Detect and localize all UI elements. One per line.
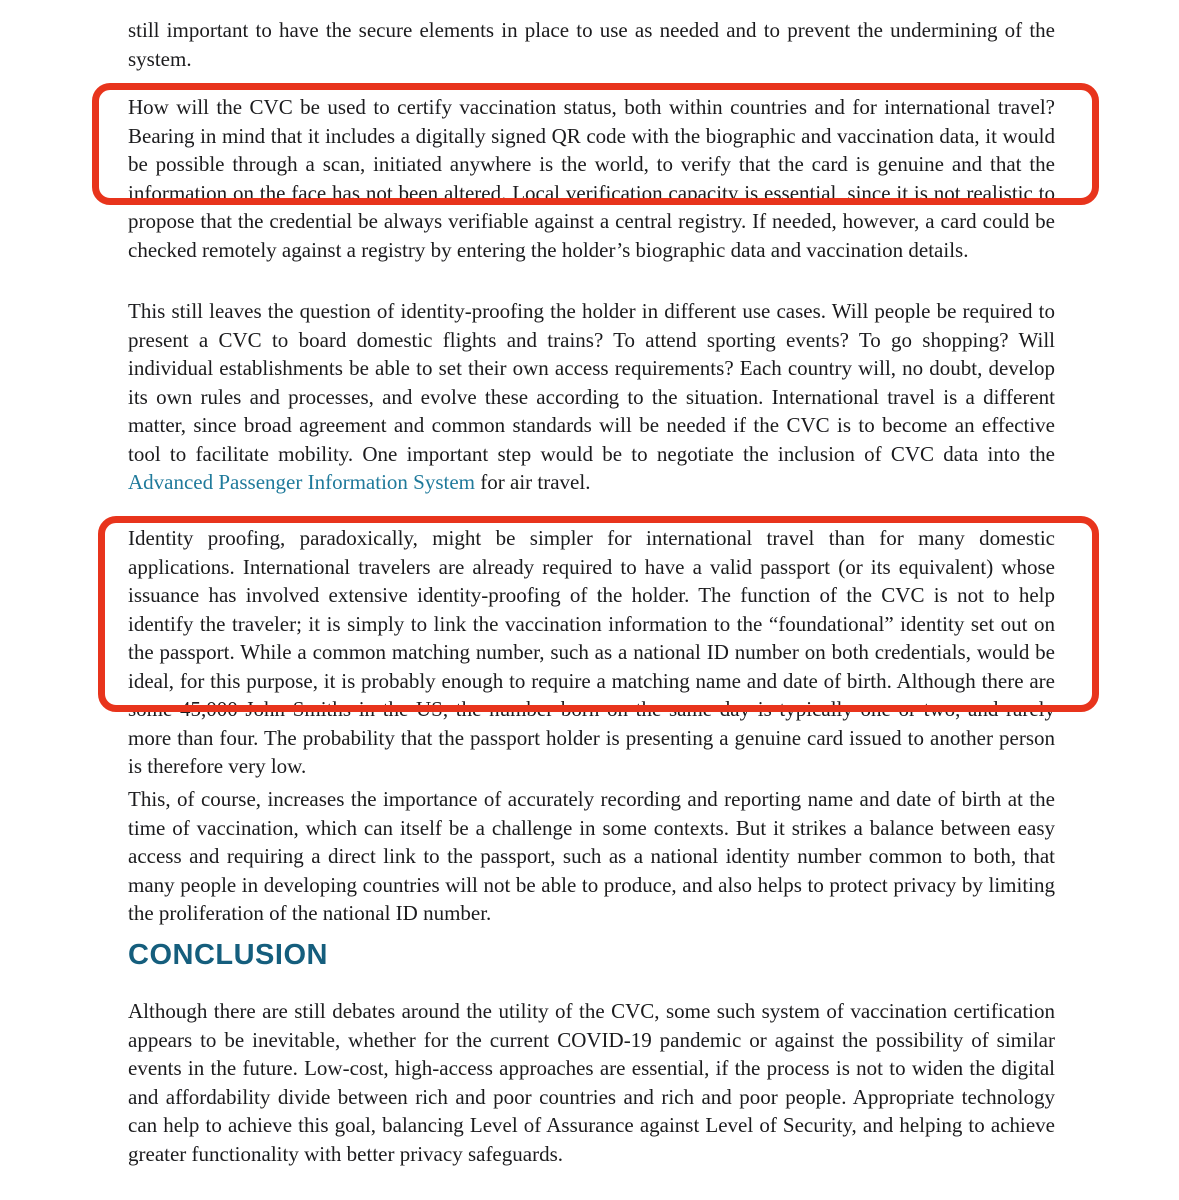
paragraph-text-after-link: for air travel. [475, 470, 591, 494]
paragraph-identity-proofing-question [128, 297, 1055, 497]
paragraph-cvc-certification: How will the CVC be used to certify vaccination status, both within countries and for international travel? Bearing in mind that it includes a digitally signed QR code with the biographic and vaccination data, it would be possible through a scan, initiated anywhere is the world, to verify that the card is genuine and that the information on the face has not been altered. Local verification capacity is essential, since it is not realistic to propose that the credential be always verifiable against a central registry. If needed, however, a card could be checked remotely against a registry by entering the holder’s biographic data and vaccination details. [128, 95, 1055, 262]
paragraph-secure-elements: still important to have the secure elements in place to use as needed and to prevent the undermining of the system. [128, 18, 1055, 71]
paragraph-identity-proofing-international: Identity proofing, paradoxically, might be simpler for international travel than for many domestic applications. International travelers are already required to have a valid passport (or its equivalent) whose issuance has involved extensive identity-proofing of the holder. The function of the CVC is not to help identify the traveler; it is simply to link the vaccination information to the “foundational” identity set out on the passport. While a common matching number, such as a national ID number on both credentials, would be ideal, for this purpose, it is probably enough to require a matching name and date of birth. Although there are some 45,000 John Smiths in the US, the number born on the same day is typically one or two, and rarely more than four. The probability that the passport holder is presenting a genuine card issued to another person is therefore very low. [128, 526, 1055, 778]
paragraph-recording-name-dob: This, of course, increases the importance of accurately recording and reporting name and date of birth at the time of vaccination, which can itself be a challenge in some contexts. But it strikes a balance between easy access and requiring a direct link to the passport, such as a national identity number common to both, that many people in developing countries will not be able to produce, and also helps to protect privacy by limiting the proliferation of the national ID number. [128, 787, 1055, 925]
paragraph-text-before-link: This still leaves the question of identity-proofing the holder in different use cases. Will people be required to present a CVC to board domestic flights and trains? To attend sporting events? To go shopping? Will individual establishments be able to set their own access requirements? Each country will, no doubt, develop its own rules and processes, and evolve these according to the situation. International travel is a different matter, since broad agreement and common standards will be needed if the CVC is to become an effective tool to facilitate mobility. One important step would be to negotiate the inclusion of CVC data into the [128, 299, 1055, 466]
paragraph-conclusion-body: Although there are still debates around the utility of the CVC, some such system of vaccination certification appears to be inevitable, whether for the current COVID-19 pandemic or against the possibility of similar events in the future. Low-cost, high-access approaches are essential, if the process is not to widen the digital and affordability divide between rich and poor countries and rich and poor people. Appropriate technology can help to achieve this goal, balancing Level of Assurance against Level of Security, and helping to achieve greater functionality with better privacy safeguards. [128, 999, 1055, 1166]
conclusion-heading: CONCLUSION [128, 939, 328, 971]
advanced-passenger-information-system-link[interactable]: Advanced Passenger Information System [128, 470, 476, 494]
